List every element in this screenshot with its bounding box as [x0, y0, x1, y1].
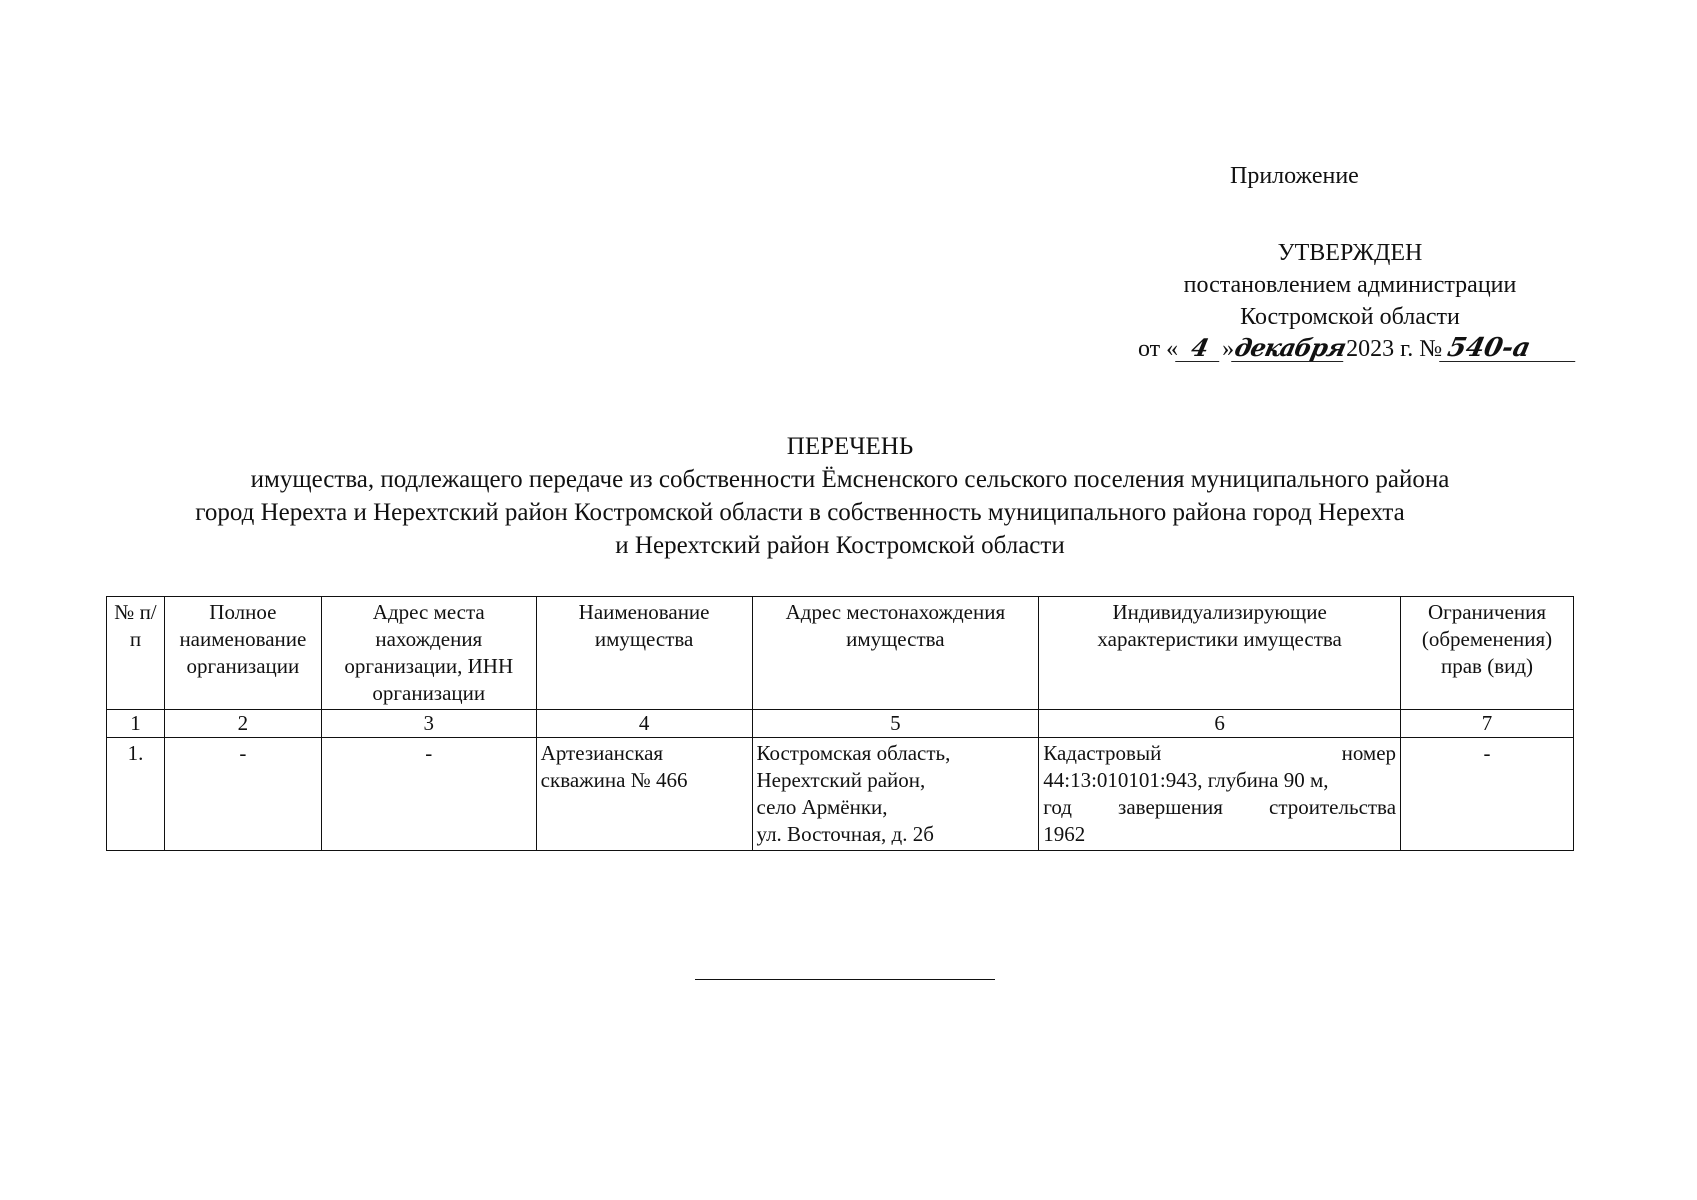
header-col-property-name: Наименование имущества: [536, 597, 752, 710]
characteristics-line: [1043, 740, 1396, 767]
table-header-row: [107, 597, 1574, 710]
header-col-number: № п/п: [107, 597, 165, 710]
doc-number-handwritten: 540-а: [1439, 335, 1581, 362]
property-table: [106, 596, 1574, 851]
column-number: 5: [752, 710, 1039, 738]
characteristics-word: завершения: [1118, 795, 1223, 819]
characteristics-word: Кадастровый: [1043, 741, 1162, 765]
address-line: Нерехтский район,: [756, 768, 926, 792]
row-number: 1.: [107, 738, 165, 851]
header-col-restrictions: Ограничения (обременения) прав (вид): [1401, 597, 1574, 710]
approved-by-line2: Костромской области: [1240, 304, 1460, 330]
table-row: [107, 738, 1574, 851]
characteristics-word: номер: [1341, 741, 1397, 765]
date-day-handwritten: 4: [1175, 335, 1225, 362]
header-col-characteristics: Индивидуализирующие характеристики имущества: [1039, 597, 1401, 710]
column-number: 7: [1401, 710, 1574, 738]
characteristics-line: 44:13:010101:943, глубина 90 м,: [1043, 768, 1329, 792]
approval-stamp: [1140, 237, 1560, 365]
org-name-cell: -: [164, 738, 321, 851]
column-number: 3: [321, 710, 536, 738]
date-mid: »: [1222, 336, 1235, 362]
approved-by-line1: постановлением администрации: [1183, 272, 1517, 298]
property-address-cell: [752, 738, 1039, 851]
column-number: 6: [1039, 710, 1401, 738]
header-col-property-address: Адрес местонахождения имущества: [752, 597, 1039, 710]
characteristics-word: строительства: [1269, 795, 1397, 819]
closing-rule: [695, 979, 995, 980]
column-number: 2: [164, 710, 321, 738]
characteristics-word: год: [1043, 795, 1072, 819]
address-line: Костромская область,: [756, 741, 951, 765]
address-line: ул. Восточная, д. 2б: [756, 822, 934, 846]
date-month-handwritten: декабря: [1232, 333, 1349, 362]
title-heading: ПЕРЕЧЕНЬ: [786, 433, 914, 460]
date-prefix: от «: [1138, 336, 1179, 362]
header-col-org-address: Адрес места нахождения организации, ИНН организации: [321, 597, 536, 710]
characteristics-line: [1043, 794, 1396, 821]
approved-label: УТВЕРЖДЕН: [1277, 240, 1423, 266]
characteristics-line: 1962: [1043, 822, 1086, 846]
header-col-org-name: Полное наименование организации: [164, 597, 321, 710]
property-name-cell: Артезианская скважина № 466: [536, 738, 752, 851]
address-line: село Армёнки,: [756, 795, 888, 819]
appendix-label: Приложение: [1230, 163, 1359, 189]
title-line1: имущества, подлежащего передаче из собственности Ёмсненского сельского поселения муниципального района: [250, 466, 1450, 493]
date-year: 2023 г. №: [1346, 336, 1443, 362]
org-address-cell: -: [321, 738, 536, 851]
column-number: 4: [536, 710, 752, 738]
characteristics-cell: [1039, 738, 1401, 851]
document-title: [120, 430, 1580, 562]
title-line2: город Нерехта и Нерехтский район Костромской области в собственность муниципального района город Нерехта: [195, 499, 1405, 526]
title-line3: и Нерехтский район Костромской области: [615, 532, 1065, 559]
column-number: 1: [107, 710, 165, 738]
restrictions-cell: -: [1401, 738, 1574, 851]
approval-date-line: [1138, 333, 1558, 365]
column-number-row: [107, 710, 1574, 738]
